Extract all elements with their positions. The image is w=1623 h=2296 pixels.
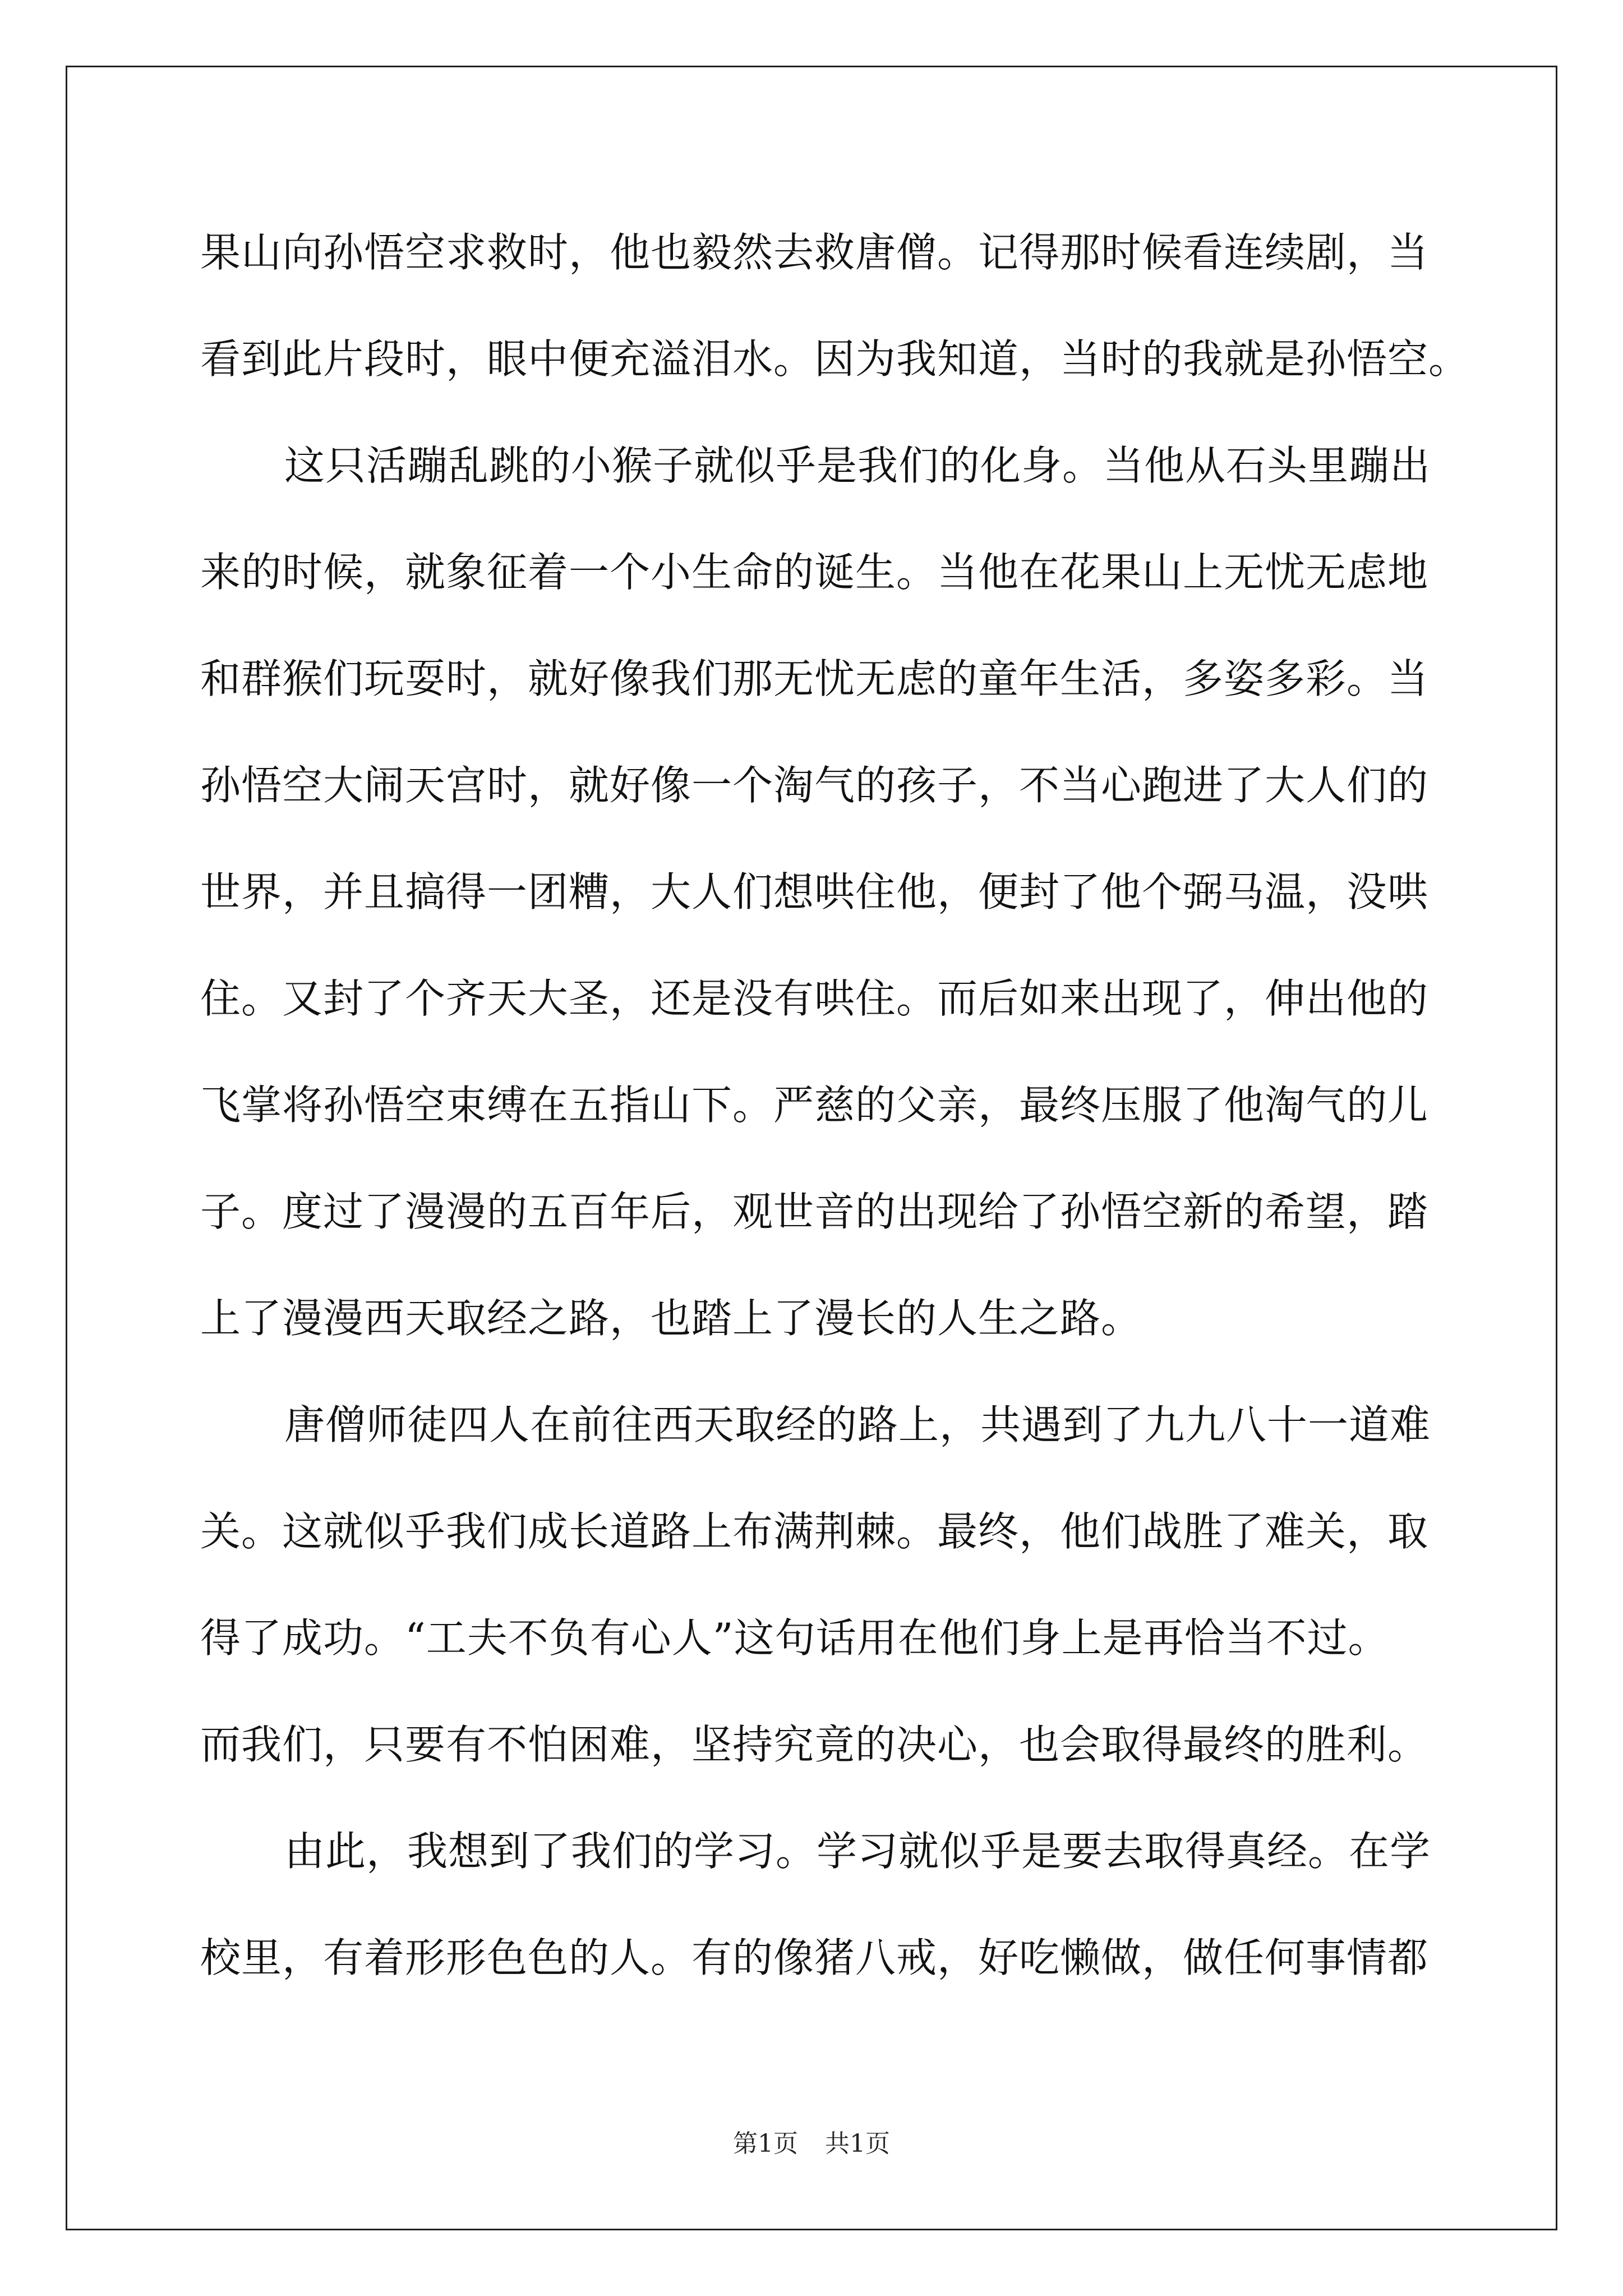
text-line: 看到此片段时，眼中便充溢泪水。因为我知道，当时的我就是孙悟空。 bbox=[200, 335, 1470, 383]
paragraph-start-line: 这只活蹦乱跳的小猴子就似乎是我们的化身。当他从石头里蹦出 bbox=[284, 442, 1431, 489]
text-line: 上了漫漫西天取经之路，也踏上了漫长的人生之路。 bbox=[200, 1295, 1142, 1342]
text-line: 来的时候，就象征着一个小生命的诞生。当他在花果山上无忧无虑地 bbox=[200, 549, 1429, 596]
text-line: 果山向孙悟空求救时，他也毅然去救唐僧。记得那时候看连续剧，当 bbox=[200, 229, 1429, 276]
page-number: 第1页 bbox=[733, 2129, 798, 2158]
page-total: 共1页 bbox=[825, 2129, 890, 2158]
text-line: 关。这就似乎我们成长道路上布满荆棘。最终，他们战胜了难关，取 bbox=[200, 1508, 1429, 1555]
text-line: 而我们，只要有不怕困难，坚持究竟的决心，也会取得最终的胜利。 bbox=[200, 1721, 1429, 1768]
text-line: 住。又封了个齐天大圣，还是没有哄住。而后如来出现了，伸出他的 bbox=[200, 975, 1429, 1022]
text-line: 世界，并且搞得一团糟，大人们想哄住他，便封了他个弼马温，没哄 bbox=[200, 868, 1429, 915]
text-line: 和群猴们玩耍时，就好像我们那无忧无虑的童年生活，多姿多彩。当 bbox=[200, 655, 1429, 702]
document-body bbox=[200, 216, 1470, 2028]
text-line: 校里，有着形形色色的人。有的像猪八戒，好吃懒做，做任何事情都 bbox=[200, 1934, 1429, 1981]
text-line: 子。度过了漫漫的五百年后，观世音的出现给了孙悟空新的希望，踏 bbox=[200, 1188, 1429, 1235]
text-line: 孙悟空大闹天宫时，就好像一个淘气的孩子，不当心跑进了大人们的 bbox=[200, 762, 1429, 809]
paragraph-start-line: 由此，我想到了我们的学习。学习就似乎是要去取得真经。在学 bbox=[284, 1828, 1431, 1875]
text-line: 飞掌将孙悟空束缚在五指山下。严慈的父亲，最终压服了他淘气的儿 bbox=[200, 1082, 1429, 1129]
paragraph-start-line: 唐僧师徒四人在前往西天取经的路上，共遇到了九九八十一道难 bbox=[284, 1401, 1431, 1448]
page-footer bbox=[0, 2123, 1623, 2159]
text-line: 得了成功。“工夫不负有心人”这句话用在他们身上是再恰当不过。 bbox=[200, 1614, 1389, 1662]
